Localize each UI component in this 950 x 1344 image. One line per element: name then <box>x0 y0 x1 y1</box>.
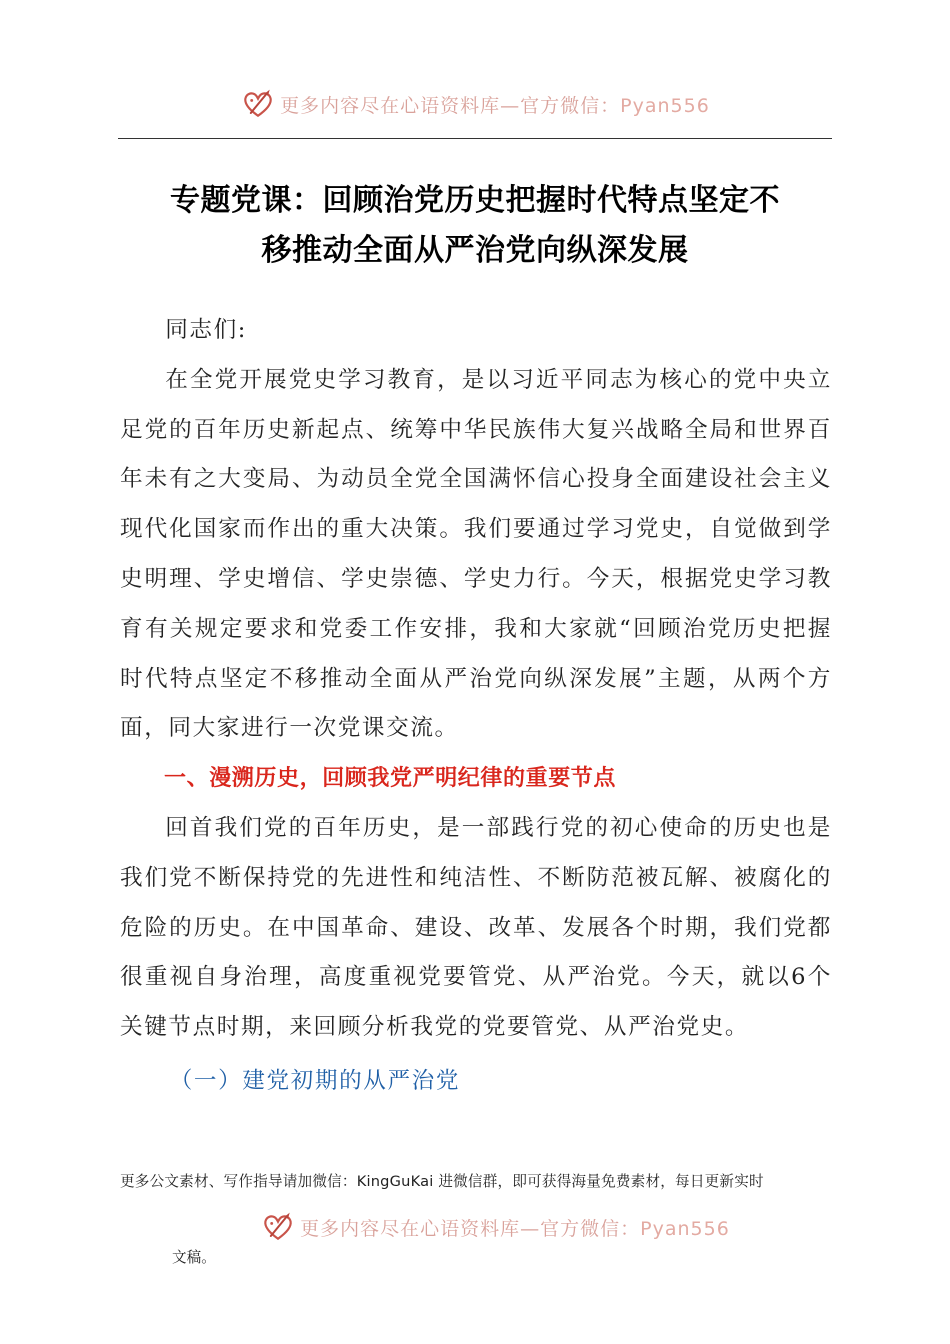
document-body <box>120 306 832 1107</box>
paragraph-intro: 在全党开展党史学习教育，是以习近平同志为核心的党中央立足党的百年历史新起点、统筹中华民族伟大复兴战略全局和世界百年未有之大变局、为动员全党全国满怀信心投身全面建设社会主义现代化国家而作出的重大决策。我们要通过学习党史，自觉做到学史明理、学史增信、学史崇德、学史力行。今天，根据党史学习教育有关规定要求和党委工作安排，我和大家就“回顾治党历史把握时代特点坚定不移推动全面从严治党向纵深发展”主题，从两个方面，同大家进行一次党课交流。 <box>120 366 832 742</box>
footer-watermark-text: 更多内容尽在心语资料库—官方微信：Pyan556 <box>300 1217 730 1240</box>
header-watermark-text: 更多内容尽在心语资料库—官方微信：Pyan556 <box>280 94 710 117</box>
footer-watermark <box>0 1209 950 1245</box>
paragraph-history: 回首我们党的百年历史，是一部践行党的初心使命的历史也是我们党不断保持党的先进性和纯洁性、不断防范被瓦解、被腐化的危险的历史。在中国革命、建设、改革、发展各个时期，我们党都很重视自身治理，高度重视党要管党、从严治党。今天，就以6个关键节点时期，来回顾分析我党的党要管党、从严治党史。 <box>120 814 832 1041</box>
header-watermark <box>0 86 950 122</box>
document-title <box>100 176 850 276</box>
header-divider <box>118 138 832 139</box>
heart-pen-logo-icon <box>240 86 276 122</box>
section-heading-1: 一、漫溯历史，回顾我党严明纪律的重要节点 <box>164 766 617 792</box>
footer-note: 更多公文素材、写作指导请加微信：KingGuKai 进微信群，即可获得海量免费素材，每日更新实时 <box>120 1173 764 1190</box>
heart-pen-logo-icon <box>260 1209 296 1245</box>
salutation: 同志们: <box>165 317 247 343</box>
subsection-heading-1: （一）建党初期的从严治党 <box>169 1067 461 1094</box>
footer-note-tail: 文稿。 <box>172 1249 216 1266</box>
title-line-1: 专题党课：回顾治党历史把握时代特点坚定不 <box>170 183 780 218</box>
title-line-2: 移推动全面从严治党向纵深发展 <box>261 233 689 268</box>
